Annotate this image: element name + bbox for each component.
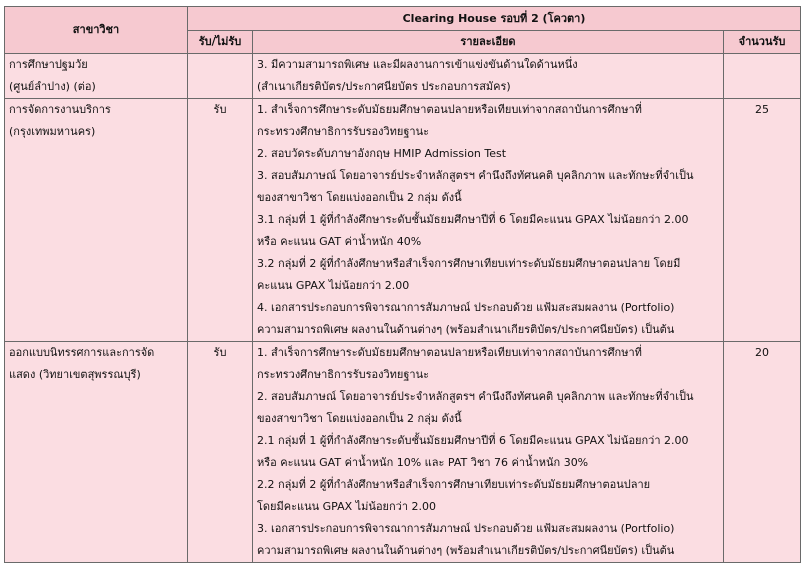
detail-line: 2.1 กลุ่มที่ 1 ผู้ที่กำลังศึกษาระดับชั้นมัธยมศึกษาปีที่ 6 โดยมีคะแนน GPAX ไม่น้อยกว่า 2.00 [257,434,689,447]
accept-cell: รับ [188,99,253,342]
detail-cell [253,342,724,563]
detail-line: 2. สอบวัดระดับภาษาอังกฤษ HMIP Admission Test [257,147,507,160]
field-line: แสดง (วิทยาเขตสุพรรณบุรี) [9,368,141,381]
detail-line: ของสาขาวิชา โดยแบ่งออกเป็น 2 กลุ่ม ดังนี้ [257,191,462,204]
detail-line: (สำเนาเกียรติบัตร/ประกาศนียบัตร ประกอบการสมัคร) [257,80,511,93]
detail-line: 3. สอบสัมภาษณ์ โดยอาจารย์ประจำหลักสูตรฯ คำนึงถึงทัศนคติ บุคลิกภาพ และทักษะที่จำเป็น [257,169,694,182]
field-line: ออกแบบนิทรรศการและการจัด [9,346,155,359]
field-line: การจัดการงานบริการ [9,103,111,116]
detail-cell [253,99,724,342]
quota-cell: 20 [724,342,801,563]
detail-column-header: รายละเอียด [253,31,724,54]
detail-line: 3.1 กลุ่มที่ 1 ผู้ที่กำลังศึกษาระดับชั้นมัธยมศึกษาปีที่ 6 โดยมีคะแนน GPAX ไม่น้อยกว่า 2.00 [257,213,689,226]
table-row [5,99,801,342]
detail-line: ของสาขาวิชา โดยแบ่งออกเป็น 2 กลุ่ม ดังนี้ [257,412,462,425]
field-cell [5,99,188,342]
quota-cell [724,54,801,99]
table-row [5,342,801,563]
field-column-header: สาขาวิชา [5,7,188,54]
detail-line: 1. สำเร็จการศึกษาระดับมัธยมศึกษาตอนปลายหรือเทียบเท่าจากสถาบันการศึกษาที่ [257,346,642,359]
header-row-top [5,7,801,31]
field-line: (กรุงเทพมหานคร) [9,125,96,138]
detail-line: กระทรวงศึกษาธิการรับรองวิทยฐานะ [257,368,430,381]
detail-line: กระทรวงศึกษาธิการรับรองวิทยฐานะ [257,125,430,138]
detail-line: 3. มีความสามารถพิเศษ และมีผลงานการเข้าแข่งขันด้านใดด้านหนึ่ง [257,58,578,71]
detail-line: 3. เอกสารประกอบการพิจารณาการสัมภาษณ์ ประกอบด้วย แฟ้มสะสมผลงาน (Portfolio) [257,522,675,535]
detail-line: คะแนน GPAX ไม่น้อยกว่า 2.00 [257,279,410,292]
detail-line: 2.2 กลุ่มที่ 2 ผู้ที่กำลังศึกษาหรือสำเร็จการศึกษาเทียบเท่าระดับมัธยมศึกษาตอนปลาย [257,478,651,491]
accept-column-header: รับ/ไม่รับ [188,31,253,54]
accept-cell: รับ [188,342,253,563]
round-title-header: Clearing House รอบที่ 2 (โควตา) [188,7,801,31]
field-line: การศึกษาปฐมวัย [9,58,88,71]
admission-table [4,6,801,563]
field-cell [5,342,188,563]
detail-line: หรือ คะแนน GAT ค่าน้ำหนัก 10% และ PAT วิชา 76 ค่าน้ำหนัก 30% [257,456,589,469]
quota-cell: 25 [724,99,801,342]
detail-line: โดยมีคะแนน GPAX ไม่น้อยกว่า 2.00 [257,500,437,513]
detail-line: 2. สอบสัมภาษณ์ โดยอาจารย์ประจำหลักสูตรฯ คำนึงถึงทัศนคติ บุคลิกภาพ และทักษะที่จำเป็น [257,390,694,403]
detail-cell [253,54,724,99]
table-row [5,54,801,99]
detail-line: ความสามารถพิเศษ ผลงานในด้านต่างๆ (พร้อมสำเนาเกียรติบัตร/ประกาศนียบัตร) เป็นต้น [257,544,675,557]
field-cell [5,54,188,99]
quota-column-header: จำนวนรับ [724,31,801,54]
detail-line: 4. เอกสารประกอบการพิจารณาการสัมภาษณ์ ประกอบด้วย แฟ้มสะสมผลงาน (Portfolio) [257,301,675,314]
accept-cell [188,54,253,99]
detail-line: หรือ คะแนน GAT ค่าน้ำหนัก 40% [257,235,422,248]
field-line: (ศูนย์ลำปาง) (ต่อ) [9,80,96,93]
detail-line: 3.2 กลุ่มที่ 2 ผู้ที่กำลังศึกษาหรือสำเร็จการศึกษาเทียบเท่าระดับมัธยมศึกษาตอนปลาย โดยมี [257,257,681,270]
detail-line: 1. สำเร็จการศึกษาระดับมัธยมศึกษาตอนปลายหรือเทียบเท่าจากสถาบันการศึกษาที่ [257,103,642,116]
detail-line: ความสามารถพิเศษ ผลงานในด้านต่างๆ (พร้อมสำเนาเกียรติบัตร/ประกาศนียบัตร) เป็นต้น [257,323,675,336]
